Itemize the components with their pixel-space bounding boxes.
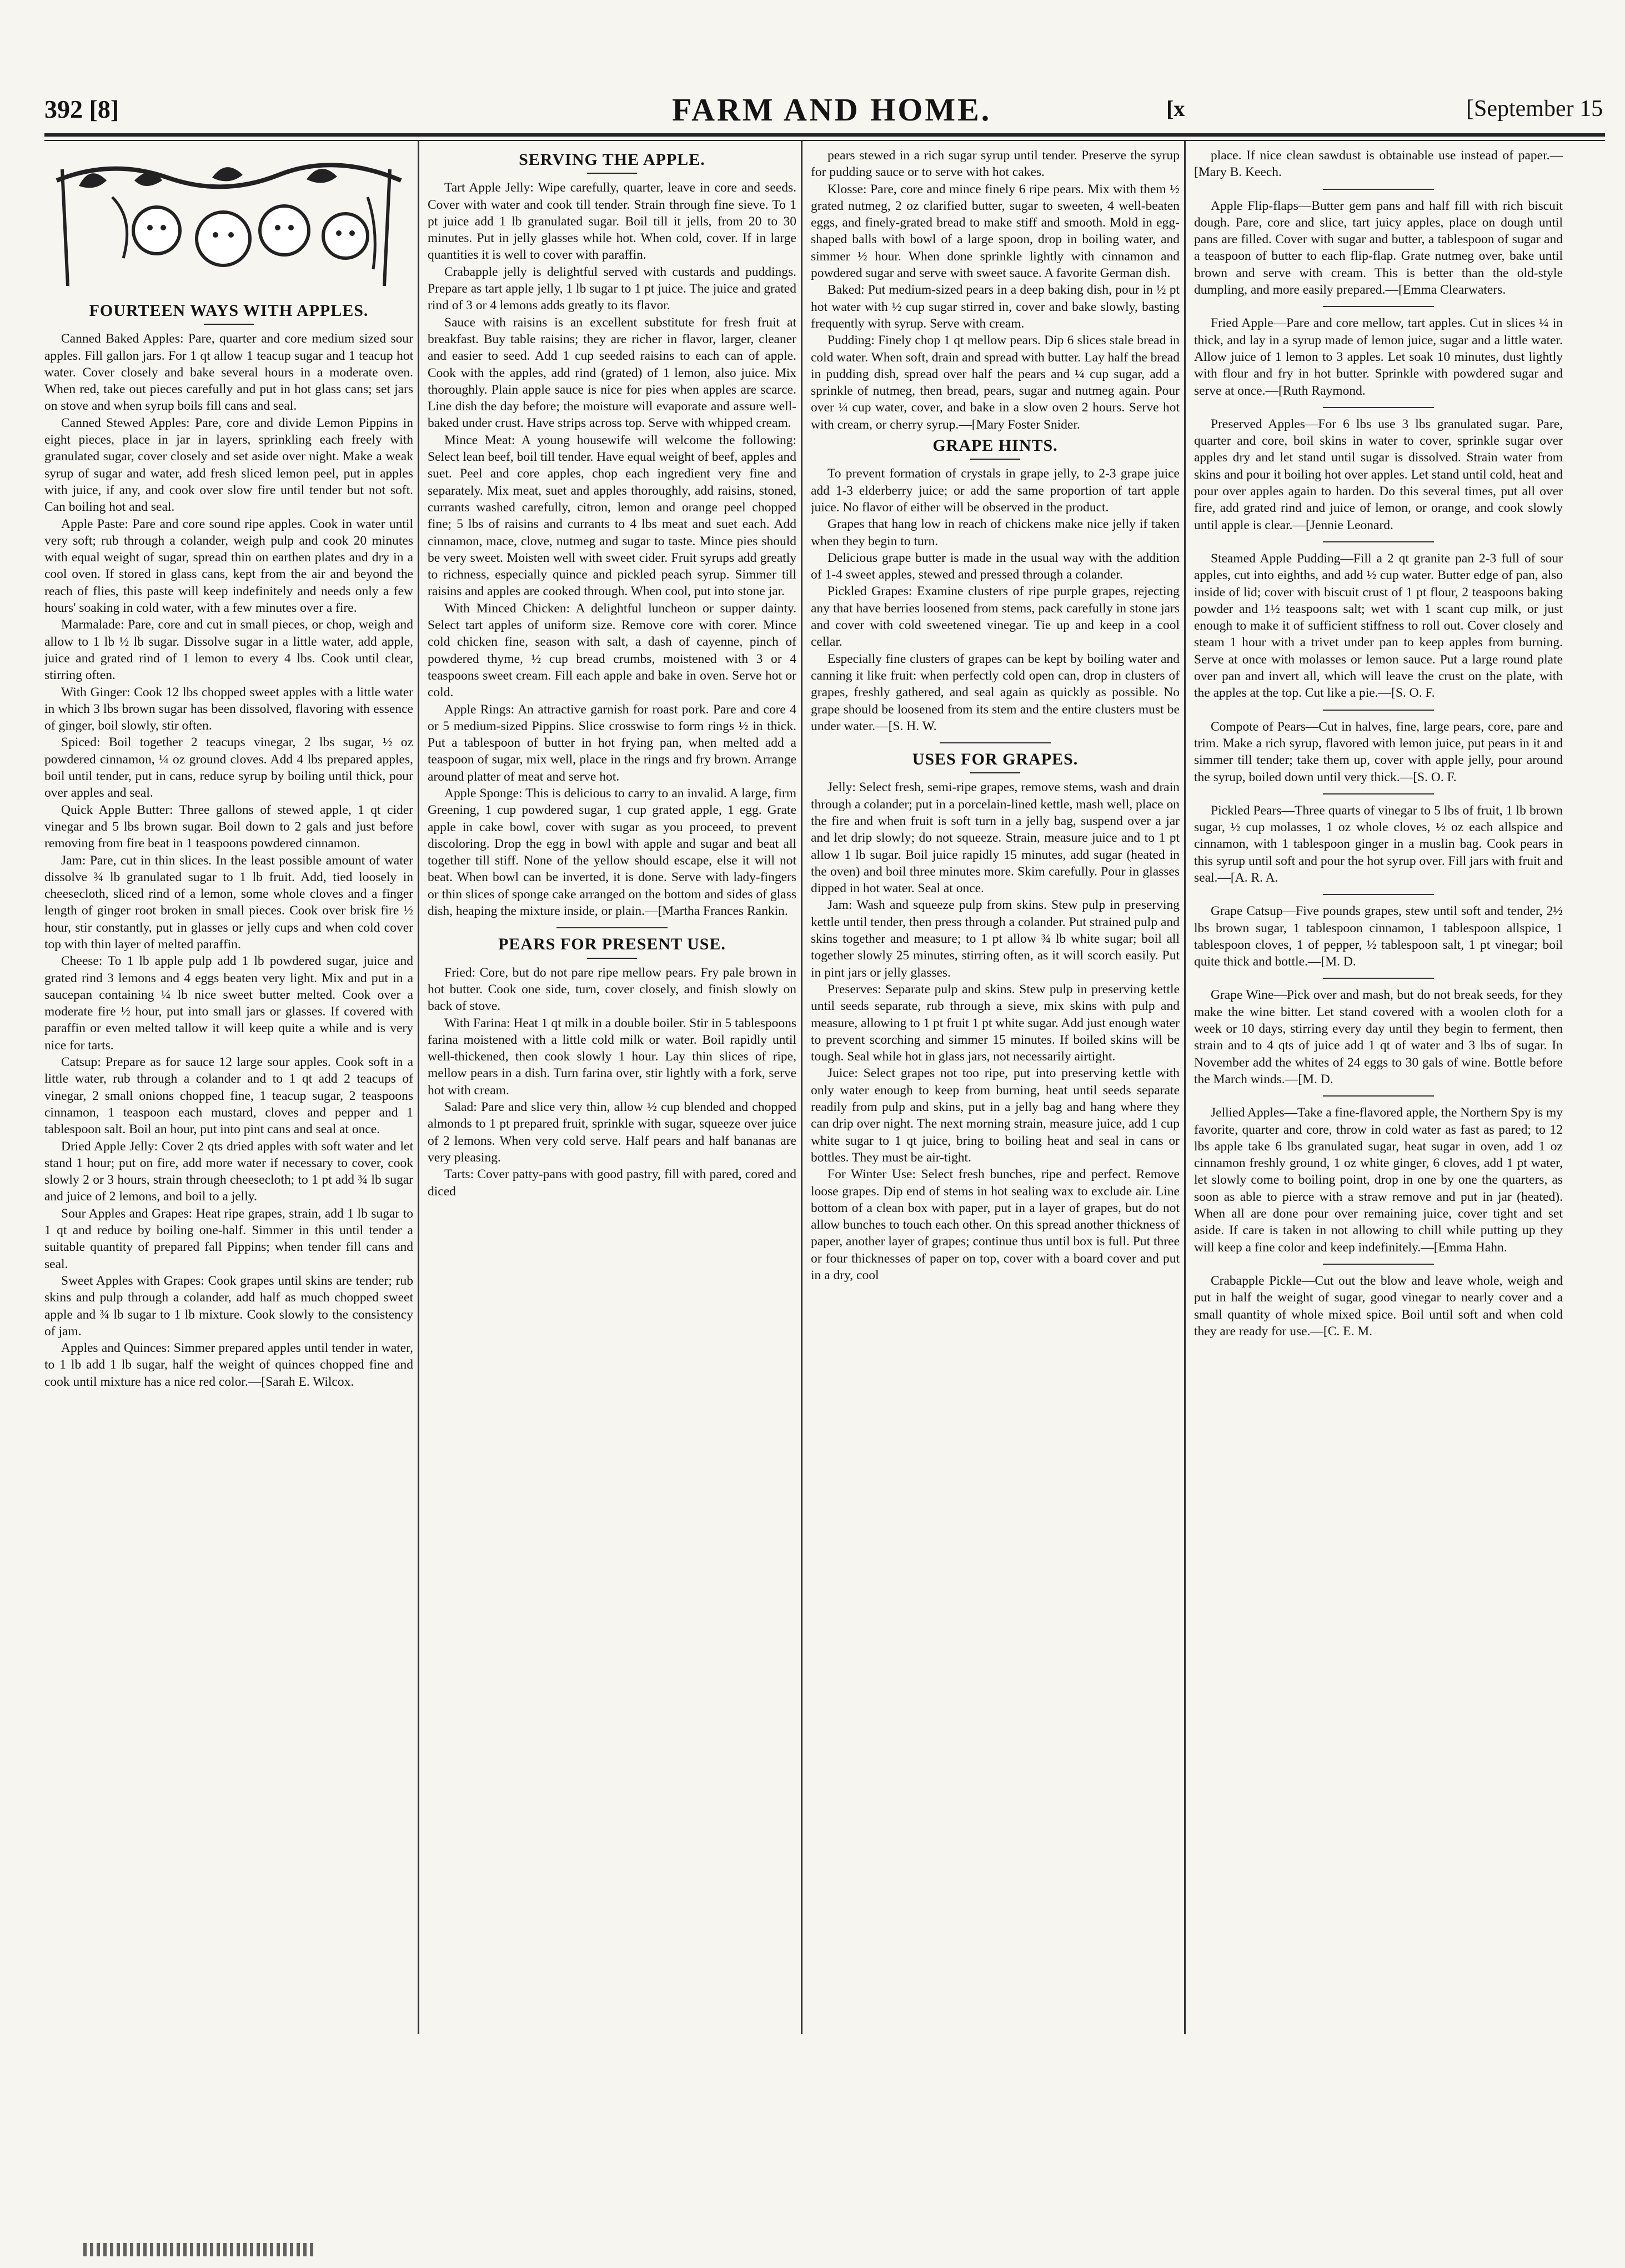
article-paragraph: Compote of Pears—Cut in halves, fine, large pears, core, pare and trim. Make a rich syrup, flavored with lemon juice, put pears in it and simmer till tender; take them up, cover with apple jelly, pour around the syrup, boiled down until very thick.—[S. O. F. [1194, 719, 1563, 785]
column-4 [1194, 147, 1563, 2035]
column-1 [44, 147, 413, 2035]
section-heading: USES FOR GRAPES. [811, 751, 1180, 773]
article-paragraph: Spiced: Boil together 2 teacups vinegar, 2 lbs sugar, ½ oz powdered cinnamon, ¼ oz ground cloves. Add 4 lbs prepared apples, boil until tender, put in cans, reduce syrup by boiling until thick, pour over apples and seal. [44, 735, 413, 801]
article-paragraph: Juice: Select grapes not too ripe, put into preserving kettle with only water enough to keep from burning, heat until seeds separate readily from pulp and skins, put in a jelly bag and hang where they can drip over night. The next morning strain, measure juice, add 1 cup white sugar to 1 qt juice, bring to boiling heat and seal in cans or bottles. They must be air-tight. [811, 1066, 1180, 1165]
column-2 [428, 147, 796, 2035]
column-rule [1184, 141, 1186, 2034]
article-paragraph: Fried: Core, but do not pare ripe mellow pears. Fry pale brown in hot butter. Cook one side, turn, cover closely, and finish slowly on back of stove. [428, 965, 796, 1014]
column-rule [801, 141, 803, 2034]
article-paragraph: Grape Wine—Pick over and mash, but do not break seeds, for they make the wine bitter. Let stand covered with a woolen cloth for a week or 10 days, stirring every day until they begin to ferment, then strain and to 4 qts of juice add 1 qt of water and 3 lbs of sugar. In November add the whites of 24 eggs to 30 gals of wine. Bottle before the March winds.—[M. D. [1194, 988, 1563, 1087]
separator-rule [940, 742, 1051, 743]
apple-banner-illustration [46, 147, 412, 297]
article-paragraph: Canned Baked Apples: Pare, quarter and core medium sized sour apples. Fill gallon jars. For 1 qt allow 1 teacup sugar and 1 teacup hot water. Cover closely and bake several hours in a moderate oven. When red, take out pieces carefully and put in hot glass cans; set jars on stove and when syrup boils fill cans and seal. [44, 331, 413, 414]
article-paragraph: Apple Flip-flaps—Butter gem pans and half fill with rich biscuit dough. Pare, core and slice, tart juicy apples, place on dough until pans are filled. Cover with sugar and butter, a tablespoon of sugar and a teaspoon of butter to each flip-flap. Grate nutmeg over, bake until brown and serve with cream. This is better than the old-style dumpling, and more easily prepared.—[Emma Clearwaters. [1194, 198, 1563, 298]
article-paragraph: With Ginger: Cook 12 lbs chopped sweet apples with a little water in which 3 lbs brown sugar has been dissolved, flavoring with essence of ginger, boil slowly, stir often. [44, 685, 413, 733]
newspaper-page [39, 22, 1625, 2268]
article-paragraph: Quick Apple Butter: Three gallons of stewed apple, 1 qt cider vinegar and 5 lbs brown sugar. Boil down to 2 gals and just before removing from fire beat in 1 teaspoons powdered cinnamon. [44, 802, 413, 851]
column-rule [418, 141, 419, 2034]
separator-rule [1323, 978, 1434, 979]
article-paragraph: Sauce with raisins is an excellent substitute for fresh fruit at breakfast. Buy table raisins; they are richer in flavor, larger, cleaner and easier to seed. Add 1 cup seeded raisins to each can of apple. Cook with the apples, add rind (grated) of 1 lemon, also juice. Mix thoroughly. Plain apple sauce is nice for pies when apples are scarce. Line dish the day before; the moisture will evaporate and assure well-baked under crust. Have strips across top. Serve with whipped cream. [428, 315, 796, 431]
article-paragraph: Crabapple jelly is delightful served with custards and puddings. Prepare as tart apple jelly, 1 lb sugar to 1 pt juice. The juice and grated rind of 3 or 4 lemons adds greatly to its flavor. [428, 264, 796, 313]
article-paragraph: Sour Apples and Grapes: Heat ripe grapes, strain, add 1 lb sugar to 1 qt and reduce by boiling one-half. Simmer in this until tender a suitable quantity of prepared fall Pippins; when tender fill cans and seal. [44, 1206, 413, 1271]
article-paragraph: Jelly: Select fresh, semi-ripe grapes, remove stems, wash and drain through a colander; put in a porcelain-lined kettle, mash well, place on the fire and when fruit is soft turn in a jelly bag, suspend over a jar and let drip slowly; do not squeeze. Strain, measure juice and to 1 pt allow 1 lb sugar. Boil juice rapidly 15 minutes, add sugar (heated in the oven) and boil three minutes more. Skim carefully. Pour in glasses dipped in hot water. Seal at once. [811, 780, 1180, 896]
article-paragraph: Sweet Apples with Grapes: Cook grapes until skins are tender; rub skins and pulp through a colander, add half as much chopped sweet apple and ¾ lb sugar to 1 lb mixture. Cook slowly to the consistency of jam. [44, 1273, 413, 1339]
article-paragraph: Dried Apple Jelly: Cover 2 qts dried apples with soft water and let stand 1 hour; put on fire, add more water if necessary to cover, cook slowly 2 or 3 hours, strain through cheesecloth; to 1 pt add ¾ lb sugar and juice of 2 lemons, and boil to a jelly. [44, 1139, 413, 1204]
article-paragraph: Klosse: Pare, core and mince finely 6 ripe pears. Mix with them ½ grated nutmeg, 2 oz clarified butter, sugar to sweeten, 4 well-beaten eggs, and finely-grated bread to make stiff and smooth. Mold in egg-shaped balls with bowl of a large spoon, drop in boiling water, and simmer ½ hour. When done sprinkle lightly with cinnamon and powdered sugar and serve with sweet sauce. A favorite German dish. [811, 182, 1180, 281]
article-paragraph: Pudding: Finely chop 1 qt mellow pears. Dip 6 slices stale bread in cold water. When soft, drain and spread with butter. Lay half the bread in pudding dish, spread over half the pears and ¼ cup sugar, add a sprinkle of nutmeg, then bread, pears, sugar and nutmeg again. Pour over ¼ cup water, cover, and bake in a slow oven 2 hours. Serve hot with cream, or cherry syrup.—[Mary Foster Snider. [811, 333, 1180, 432]
separator-rule [556, 927, 668, 928]
article-paragraph: pears stewed in a rich sugar syrup until tender. Preserve the syrup for pudding sauce or to serve with hot cakes. [811, 148, 1180, 180]
separator-rule [1323, 541, 1434, 542]
article-paragraph: place. If nice clean sawdust is obtainable use instead of paper.—[Mary B. Keech. [1194, 148, 1563, 180]
separator-rule [1323, 894, 1434, 895]
article-paragraph: Cheese: To 1 lb apple pulp add 1 lb powdered sugar, juice and grated rind 3 lemons and 4 eggs beaten very light. Mix and put in a saucepan containing ¼ lb nice sweet butter melted. Cook over a moderate fire ½ hour, put into small jars or glasses. If covered with paraffin or even melted tallow it will keep quite a while and is very nice for tarts. [44, 954, 413, 1053]
separator-rule [1323, 1095, 1434, 1097]
article-paragraph: Catsup: Prepare as for sauce 12 large sour apples. Cook soft in a little water, rub through a colander and to 1 qt add 2 teacups of vinegar, 2 small onions chopped fine, 1 teacup sugar, 2 teaspoons cinnamon, 1 teaspoon each mustard, cloves and pepper and 1 tablespoon salt. Boil an hour, put into pint cans and seal at once. [44, 1055, 413, 1137]
article-paragraph: To prevent formation of crystals in grape jelly, to 2-3 grape juice add 1-3 elderberry juice; or add the same proportion of tart apple juice. No flavor of either will be observed in the product. [811, 466, 1180, 515]
section-heading: SERVING THE APPLE. [428, 152, 796, 174]
article-paragraph: Fried Apple—Pare and core mellow, tart apples. Cut in slices ¼ in thick, and lay in a syrup made of lemon juice, sugar and a little water. Allow juice of 1 lemon to 3 apples. Let soak 10 minutes, dust lightly with flour and fry in hot butter. Sprinkle with powdered sugar and serve at once.—[Ruth Raymond. [1194, 316, 1563, 398]
page-edge-noise [83, 2243, 317, 2256]
article-paragraph: Pickled Pears—Three quarts of vinegar to 5 lbs of fruit, 1 lb brown sugar, ½ cup molasses, 1 oz whole cloves, ½ oz each allspice and cinnamon, with 1 tablespoon ginger in a muslin bag. Cook pears in this syrup until soft and pour the hot syrup over. Fill jars with fruit and seal.—[A. R. A. [1194, 803, 1563, 885]
article-paragraph: Preserves: Separate pulp and skins. Stew pulp in preserving kettle until seeds separate, rub through a sieve, mix skins with pulp and measure, allowing to 1 pt fruit 1 pt white sugar. Add just enough water to prevent scorching and simmer 15 minutes. If boiled skins will be tough. Seal while hot in glass jars, not necessarily airtight. [811, 982, 1180, 1064]
article-paragraph: Apples and Quinces: Simmer prepared apples until tender in water, to 1 lb add 1 lb sugar, half the weight of quinces chopped fine and cook until mixture has a nice red color.—[Sarah E. Wilcox. [44, 1341, 413, 1389]
article-paragraph: Tarts: Cover patty-pans with good pastry, fill with pared, cored and diced [428, 1167, 796, 1199]
page-header [44, 83, 1605, 128]
separator-rule [1323, 189, 1434, 190]
article-paragraph: Apple Sponge: This is delicious to carry to an invalid. A large, firm Greening, 1 cup powdered sugar, 1 cup grated apple, 1 egg. Grate apple in cake bowl, cover with sugar as you proceed, to prevent discoloring. Drop the egg in bowl with apple and sugar and beat all together till stiff. None of the yellow should escape, else it will not beat. When bowl can be inverted, it is done. Serve with lady-fingers or thin slices of sponge cake arranged on the bottom and sides of glass dish, heaping the mixture inside, or plain.—[Martha Frances Rankin. [428, 786, 796, 919]
separator-rule [1323, 407, 1434, 408]
article-paragraph: With Farina: Heat 1 qt milk in a double boiler. Stir in 5 tablespoons farina moistened with a little cold milk or water. Boil rapidly until well-thickened, then cook slowly 1 hour. Lay thin slices of ripe, mellow pears in a dish. Turn farina over, stir lightly with a fork, serve hot with cream. [428, 1015, 796, 1098]
article-paragraph: Pickled Grapes: Examine clusters of ripe purple grapes, rejecting any that have berries loosened from stems, pack carefully in stone jars and cover with cold sweetened vinegar. Tie up and keep in a cool cellar. [811, 584, 1180, 650]
article-paragraph: Especially fine clusters of grapes can be kept by boiling water and canning it like fruit: when perfectly cold open can, drop in clusters of grapes, freshly gathered, and seal again as quickly as possible. No grape should be loosened from its stem and the entire clusters must be under water.—[S. H. W. [811, 651, 1180, 733]
article-paragraph: Preserved Apples—For 6 lbs use 3 lbs granulated sugar. Pare, quarter and core, boil skins in water to cover, sprinkle sugar over apples dry and let stand until sugar is dissolved. Strain water from skins and pour it boiling hot over apples. Let stand until cold, heat and pour over apples again to harden. Do this several times, put all over fire, add grated rind and juice of lemon, or orange, and cook slowly until apple is clear.—[Jennie Leonard. [1194, 416, 1563, 532]
header-rule-thin [44, 140, 1605, 141]
article-paragraph: Mince Meat: A young housewife will welcome the following: Select lean beef, boil till tender. Have equal weight of beef, apples and suet. Peel and core apples, chop each ingredient very fine and separately. Mix meat, suet and apples thoroughly, add raisins, stoned, currants washed carefully, citron, lemon and orange peel chopped fine; 5 lbs of raisins and currants to 4 lbs meat and suet each. Add cinnamon, mace, clove, nutmeg and sugar to taste. Mince pies should be very sweet. Moisten well with sweet cider. Fruit syrups add greatly to richness, especially quince and pickled peach syrup. Simmer till raisins and apples are cooked through. When cool, put into stone jar. [428, 433, 796, 599]
separator-rule [1323, 306, 1434, 307]
section-heading: FOURTEEN WAYS WITH APPLES. [44, 303, 413, 325]
separator-rule [1323, 1264, 1434, 1265]
masthead-title: FARM AND HOME. [672, 92, 992, 128]
article-paragraph: Grape Catsup—Five pounds grapes, stew until soft and tender, 2½ lbs brown sugar, 1 tablespoon cinnamon, 1 tablespoon allspice, 1 tablespoon cloves, 1 of pepper, ½ tablespoon salt, 1 pt vinegar; boil quite thick and bottle.—[M. D. [1194, 904, 1563, 969]
article-paragraph: Steamed Apple Pudding—Fill a 2 qt granite pan 2-3 full of sour apples, cut into eighths, and add ½ cup water. Butter edge of pan, also inside of lid; cover with biscuit crust of 1 pt flour, 2 teaspoons baking powder and 1½ teaspoons salt; wet with 1 scant cup milk, or just enough to make it of sufficient stiffness to roll out. Cover closely and steam 1 hour with a trivet under pan to keep apples from burning. Serve at once with molasses or lemon sauce. Put a large round plate over pan and invert all, which will leave the crust on the plate, with the apples at the top. Cut like a pie.—[S. O. F. [1194, 551, 1563, 701]
article-paragraph: Jellied Apples—Take a fine-flavored apple, the Northern Spy is my favorite, quarter and core, throw in cold water as fast as pared; to 12 lbs apple take 6 lbs granulated sugar, heat sugar in oven, add 1 oz cinnamon freshly ground, 1 oz white ginger, 6 cloves, add 1 pt water, let slowly come to boiling point, drop in one by one the quarters, as soon as able to pierce with a straw remove and put in jar (heated). When all are done pour over remaining juice, cover tight and set aside. If care is taken in not allowing to chill while putting up they will keep a fine color and keep indefinitely.—[Emma Hahn. [1194, 1105, 1563, 1255]
header-rule [44, 133, 1605, 137]
article-paragraph: Marmalade: Pare, core and cut in small pieces, or chop, weigh and allow to 1 lb ½ lb sugar. Dissolve sugar in a little water, add apple, juice and grated rind of 1 lemon to every 4 lbs. Cook until clear, stirring often. [44, 617, 413, 683]
page-number: 392 [8] [44, 95, 119, 123]
header-mark: [x [1166, 96, 1185, 121]
article-paragraph: Grapes that hang low in reach of chickens make nice jelly if taken when they begin to turn. [811, 517, 1180, 549]
article-paragraph: With Minced Chicken: A delightful luncheon or supper dainty. Select tart apples of uniform size. Remove core with corer. Mince cold chicken fine, season with salt, a dash of cayenne, pinch of powdered thyme, ½ cup bread crumbs, moistened with 3 or 4 teaspoons sweet cream. Fill each apple and bake in oven. Serve hot or cold. [428, 601, 796, 700]
article-paragraph: Tart Apple Jelly: Wipe carefully, quarter, leave in core and seeds. Cover with water and cook till tender. Strain through fine sieve. To 1 pt juice add 1 lb granulated sugar. Boil till it jells, from 20 to 30 minutes. Put in jelly glasses while hot. When cold, cover. If in large quantities it is well to cover with paraffin. [428, 180, 796, 263]
article-paragraph: Canned Stewed Apples: Pare, core and divide Lemon Pippins in eight pieces, place in jar in layers, sprinkling each freely with granulated sugar, cover closely and set aside over night. Make a weak syrup of sugar and water, add fresh sliced lemon peel, put in apples with juice, if any, and cook over slow fire until tender but not soft. Can boiling hot and seal. [44, 415, 413, 515]
article-paragraph: Baked: Put medium-sized pears in a deep baking dish, pour in ½ pt hot water with ½ cup sugar stirred in, cover and bake slowly, basting frequently with syrup. Serve with cream. [811, 283, 1180, 331]
article-paragraph: Jam: Wash and squeeze pulp from skins. Stew pulp in preserving kettle until tender, then press through a colander. Put strained pulp and skins together and measure; to 1 pt allow ¾ lb white sugar; boil all together slowly 25 minutes, stirring often, as it will scorch easily. Put in pint jars or jelly glasses. [811, 898, 1180, 980]
article-paragraph: Crabapple Pickle—Cut out the blow and leave whole, weigh and put in half the weight of sugar, good vinegar to nearly cover and a small quantity of whole mixed spice. Boil until soft and when cold they are ready for use.—[C. E. M. [1194, 1273, 1563, 1339]
article-paragraph: Apple Rings: An attractive garnish for roast pork. Pare and core 4 or 5 medium-sized Pippins. Slice crosswise to form rings ½ in thick. Put a tablespoon of butter in hot frying pan, when melted add a teaspoon of sugar, mix well, place in the rings and fry brown. Arrange around platter of meat and serve hot. [428, 702, 796, 784]
separator-rule [1323, 710, 1434, 711]
issue-date: [September 15 [1466, 96, 1603, 122]
article-paragraph: Salad: Pare and slice very thin, allow ½ cup blended and chopped almonds to 1 pt prepared fruit, sprinkle with sugar, squeeze over juice of 2 lemons. When very cold serve. Half pears and half bananas are very pleasing. [428, 1100, 796, 1165]
article-paragraph: Jam: Pare, cut in thin slices. In the least possible amount of water dissolve ¾ lb granulated sugar to 1 lb fruit. Add, tied loosely in cheesecloth, sliced rind of a lemon, some whole cloves and a finger length of ginger root broken in small pieces. Cook over brisk fire ½ hour, stir constantly, put in glasses or jelly cups and when cold cover top with thin layer of melted paraffin. [44, 853, 413, 952]
article-paragraph: Apple Paste: Pare and core sound ripe apples. Cook in water until very soft; rub through a colander, weigh pulp and cook 20 minutes with equal weight of sugar, spread thin on earthen plates and dry in a cool oven. If stored in glass cans, kept from the air and beyond the reach of flies, this paste will keep indefinitely and needs only a few hours' soaking in cold water, with a few minutes over a fire. [44, 516, 413, 616]
section-heading: GRAPE HINTS. [811, 437, 1180, 460]
article-paragraph: Delicious grape butter is made in the usual way with the addition of 1-4 sweet apples, stewed and pressed through a colander. [811, 550, 1180, 582]
section-heading: PEARS FOR PRESENT USE. [428, 936, 796, 958]
separator-rule [1323, 793, 1434, 794]
article-paragraph: For Winter Use: Select fresh bunches, ripe and perfect. Remove loose grapes. Dip end of stems in hot sealing wax to exclude air. Line bottom of a clean box with paper, put in a layer of grapes, but do not allow bunches to touch each other. On this spread another thickness of paper, another layer of grapes; continue thus until box is full. Put three or four thicknesses of paper on top, cover with a board cover and put in a dry, cool [811, 1167, 1180, 1283]
column-3 [811, 147, 1180, 2035]
